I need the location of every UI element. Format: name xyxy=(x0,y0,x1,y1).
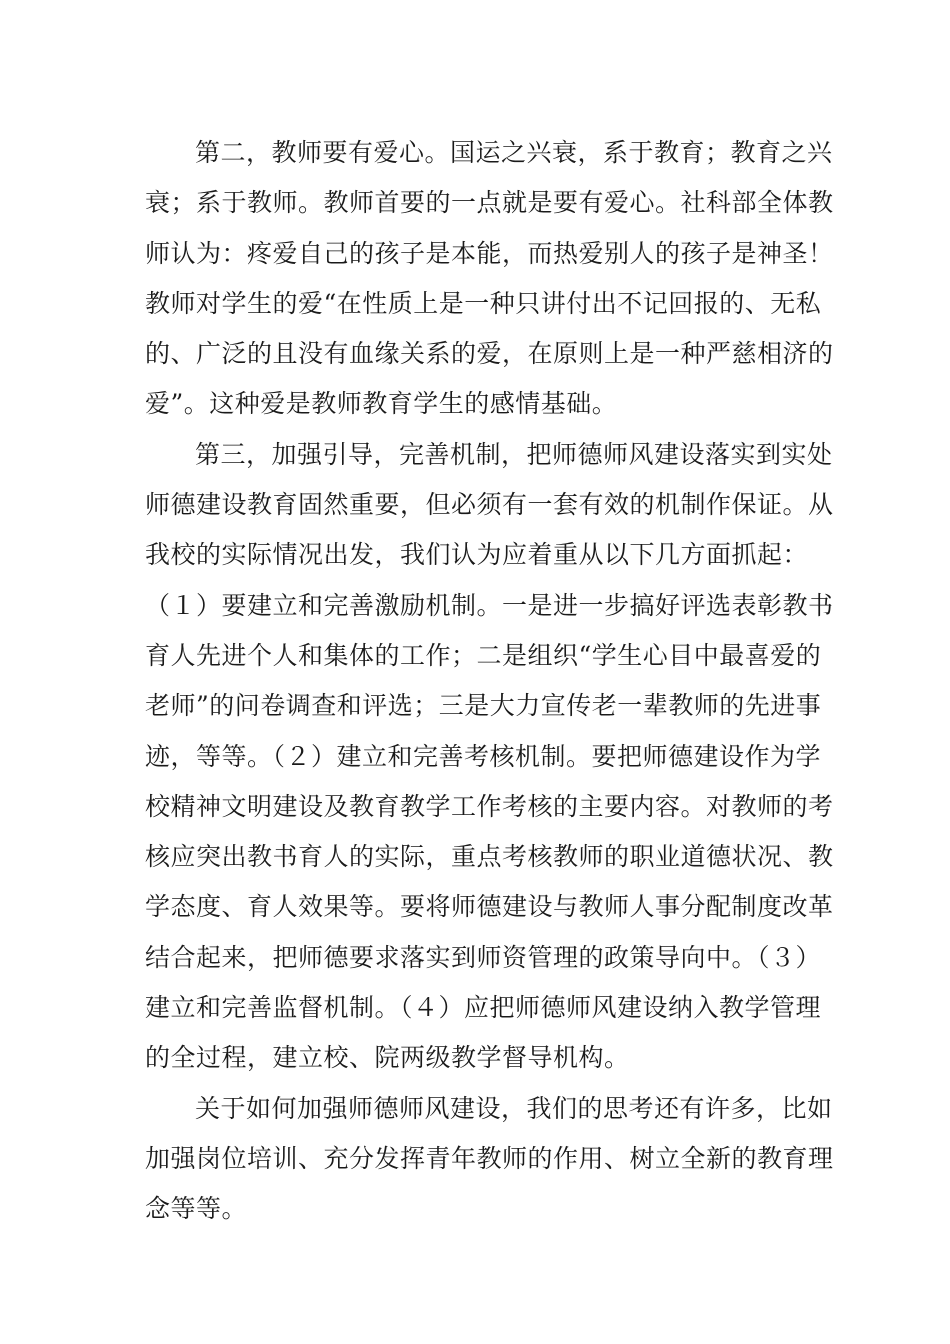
text-line: 结合起来，把师德要求落实到师资管理的政策导向中。（３） xyxy=(145,942,822,972)
text-line: 老师”的问卷调查和评选；三是大力宣传老一辈教师的先进事 xyxy=(145,691,822,721)
text-line: （１）要建立和完善激励机制。一是进一步搞好评选表彰教书 xyxy=(145,590,834,620)
text-line: 师认为：疼爱自己的孩子是本能，而热爱别人的孩子是神圣！ xyxy=(145,238,834,268)
paragraph-second-point xyxy=(145,128,834,430)
text-line: 念等等。 xyxy=(145,1194,248,1224)
text-line: 关于如何加强师德师风建设，我们的思考还有许多，比如 xyxy=(195,1093,833,1123)
document-body xyxy=(145,128,834,1235)
text-line: 第二，教师要有爱心。国运之兴衰，系于教育；教育之兴 xyxy=(195,138,833,167)
text-line: 建立和完善监督机制。（４）应把师德师风建设纳入教学管理 xyxy=(145,993,822,1023)
text-line: 核应突出教书育人的实际，重点考核教师的职业道德状况、教 xyxy=(145,842,834,872)
paragraph-third-point xyxy=(145,430,834,1084)
paragraph-conclusion xyxy=(145,1084,834,1235)
text-line: 加强岗位培训、充分发挥青年教师的作用、树立全新的教育理 xyxy=(145,1143,834,1173)
text-line: 我校的实际情况出发，我们认为应着重从以下几方面抓起： xyxy=(145,540,809,570)
text-line: 教师对学生的爱“在性质上是一种只讲付出不记回报的、无私 xyxy=(145,288,822,318)
text-line: 第三，加强引导，完善机制，把师德师风建设落实到实处 xyxy=(195,439,833,469)
text-line: 的、广泛的且没有血缘关系的爱，在原则上是一种严慈相济的 xyxy=(145,339,834,369)
text-line: 爱”。这种爱是教师教育学生的感情基础。 xyxy=(145,389,618,419)
text-line: 学态度、育人效果等。要将师德建设与教师人事分配制度改革 xyxy=(145,892,834,922)
text-line: 衰；系于教师。教师首要的一点就是要有爱心。社科部全体教 xyxy=(145,188,834,218)
text-line: 育人先进个人和集体的工作；二是组织“学生心目中最喜爱的 xyxy=(145,640,822,670)
text-line: 的全过程，建立校、院两级教学督导机构。 xyxy=(145,1043,630,1073)
text-line: 迹，等等。（２）建立和完善考核机制。要把师德建设作为学 xyxy=(145,741,822,771)
text-line: 校精神文明建设及教育教学工作考核的主要内容。对教师的考 xyxy=(145,791,834,821)
text-line: 师德建设教育固然重要，但必须有一套有效的机制作保证。从 xyxy=(145,490,834,520)
